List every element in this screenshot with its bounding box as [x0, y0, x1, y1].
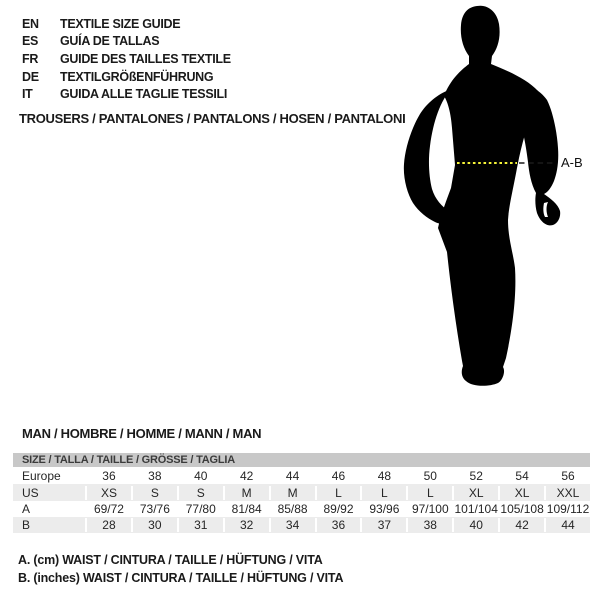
language-code: DE: [22, 69, 39, 84]
table-cell: 38: [131, 469, 177, 483]
row-label: Europe: [22, 468, 61, 483]
table-cell: 42: [223, 469, 269, 483]
language-code: IT: [22, 87, 33, 102]
language-row: [22, 15, 231, 33]
table-cell: 32: [223, 518, 269, 532]
table-cell: 36: [315, 518, 361, 532]
language-code: FR: [22, 51, 39, 66]
table-cell: 38: [406, 518, 452, 532]
language-row: [22, 50, 231, 68]
table-cell: 73/76: [131, 502, 177, 516]
legend-line-b: B. (inches) WAIST / CINTURA / TAILLE / HÜFTUNG / VITA: [18, 570, 344, 585]
row-label: US: [22, 485, 39, 500]
table-cell: 109/112: [544, 502, 590, 516]
table-cell: 69/72: [85, 502, 131, 516]
table-cell: S: [131, 486, 177, 500]
row-label: A: [22, 502, 31, 516]
table-cell: 28: [85, 518, 131, 532]
table-cell: 40: [452, 518, 498, 532]
table-cell: 36: [85, 469, 131, 483]
table-cell: 56: [544, 469, 590, 483]
table-cell: 93/96: [360, 502, 406, 516]
table-row-europe: [13, 467, 590, 484]
man-silhouette-figure: [390, 0, 600, 400]
measure-label-ab: A-B: [561, 155, 583, 170]
table-cell: 105/108: [498, 502, 544, 516]
man-silhouette-body: [438, 6, 538, 386]
gender-title: MAN / HOMBRE / HOMME / MANN / MAN: [22, 426, 262, 441]
measure-legend: [18, 552, 343, 587]
table-cell: 85/88: [269, 502, 315, 516]
man-silhouette-left-arm: [404, 90, 450, 224]
table-cell: L: [315, 486, 361, 500]
table-cell: S: [177, 486, 223, 500]
size-table: [13, 453, 590, 533]
table-cell: 34: [269, 518, 315, 532]
table-cell: M: [269, 486, 315, 500]
table-cell: 46: [315, 469, 361, 483]
table-cell: 77/80: [177, 502, 223, 516]
table-cell: 42: [498, 518, 544, 532]
language-label: GUÍA DE TALLAS: [60, 34, 160, 49]
language-row: [22, 33, 231, 51]
table-cell: XL: [452, 486, 498, 500]
language-label: GUIDA ALLE TAGLIE TESSILI: [60, 87, 228, 102]
table-row-b-inches: [13, 517, 590, 533]
table-cell: 81/84: [223, 502, 269, 516]
language-label: TEXTILE SIZE GUIDE: [60, 16, 181, 31]
table-cell: 30: [131, 518, 177, 532]
table-cell: XS: [85, 486, 131, 500]
table-cell: 50: [406, 469, 452, 483]
table-cell: 52: [452, 469, 498, 483]
table-cell: 44: [269, 469, 315, 483]
table-cell: 89/92: [315, 502, 361, 516]
language-list: [22, 15, 231, 103]
language-row: [22, 68, 231, 86]
size-table-header: SIZE / TALLA / TAILLE / GRÖSSE / TAGLIA: [13, 453, 590, 467]
table-cell: 101/104: [452, 502, 498, 516]
table-cell: M: [223, 486, 269, 500]
table-cell: XL: [498, 486, 544, 500]
table-cell: 54: [498, 469, 544, 483]
table-row-us: [13, 484, 590, 501]
table-cell: 37: [360, 518, 406, 532]
language-code: EN: [22, 16, 39, 31]
table-cell: XXL: [544, 486, 590, 500]
language-label: GUIDE DES TAILLES TEXTILE: [60, 51, 231, 66]
garment-title: TROUSERS / PANTALONES / PANTALONS / HOSEN / PANTALONI: [19, 111, 406, 126]
table-cell: L: [406, 486, 452, 500]
table-cell: 31: [177, 518, 223, 532]
table-row-a-cm: [13, 501, 590, 517]
table-cell: 48: [360, 469, 406, 483]
legend-line-a: A. (cm) WAIST / CINTURA / TAILLE / HÜFTUNG / VITA: [18, 553, 323, 567]
language-label: TEXTILGRÖßENFÜHRUNG: [60, 69, 214, 84]
table-cell: 44: [544, 518, 590, 532]
language-row: [22, 85, 231, 103]
table-cell: 40: [177, 469, 223, 483]
row-label: B: [22, 518, 31, 532]
table-cell: 97/100: [406, 502, 452, 516]
language-code: ES: [22, 34, 39, 49]
table-cell: L: [360, 486, 406, 500]
